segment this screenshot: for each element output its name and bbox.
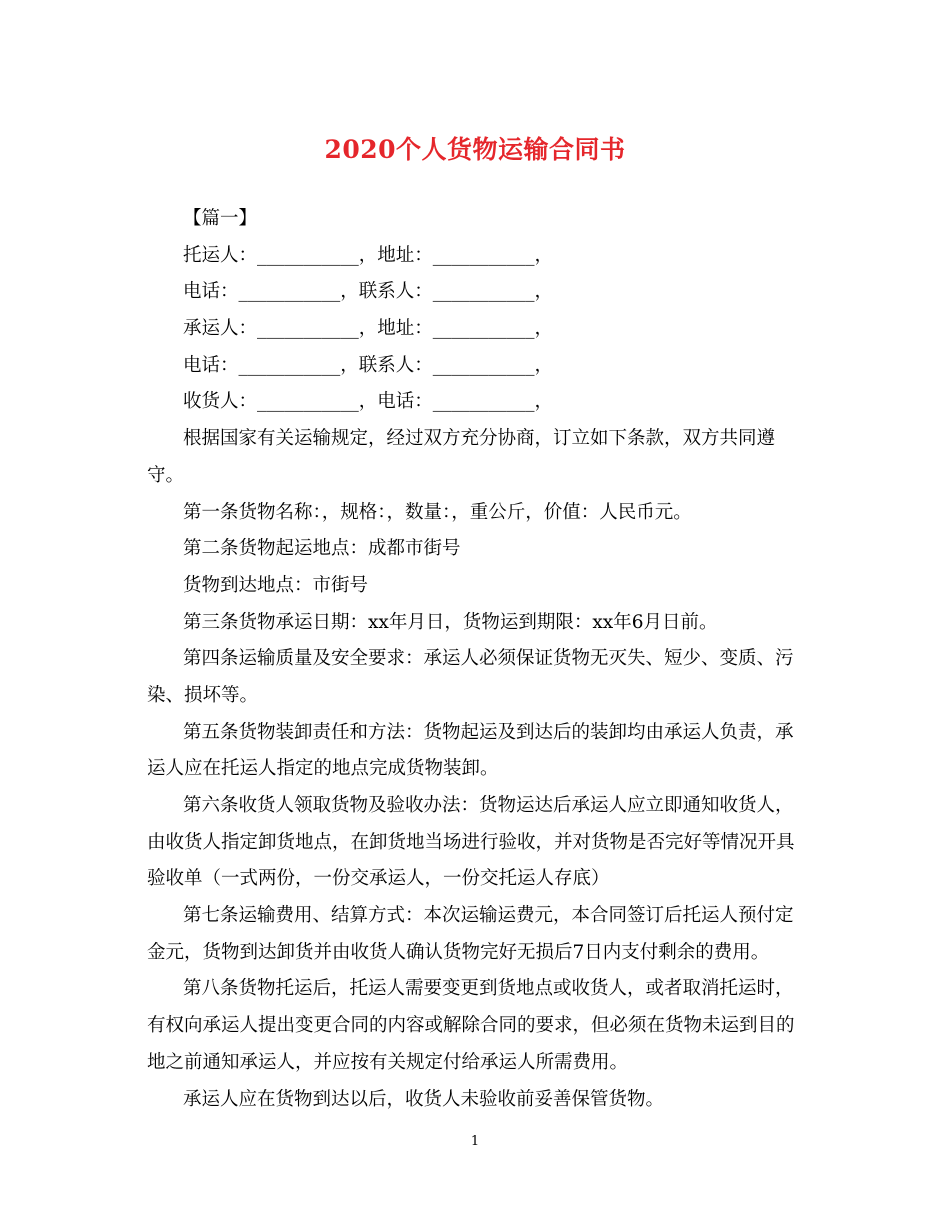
text-line: 第三条货物承运日期：xx年月日，货物运到期限：xx年6月日前。	[183, 611, 718, 633]
text-line: 第五条货物装卸责任和方法：货物起运及到达后的装卸均由承运人负责，承	[183, 721, 794, 743]
text-line: 第八条货物托运后，托运人需要变更到货地点或收货人，或者取消托运时，	[183, 978, 794, 1000]
page-number: 1	[470, 1134, 480, 1149]
text-line: 由收货人指定卸货地点，在卸货地当场进行验收，并对货物是否完好等情况开具	[147, 831, 795, 853]
text-line: 【篇一】	[183, 208, 258, 229]
page-title: 2020个人货物运输合同书	[324, 135, 626, 164]
text-line: 电话：___________，联系人：___________，	[183, 281, 554, 303]
text-line: 运人应在托运人指定的地点完成货物装卸。	[147, 758, 499, 780]
text-line: 守。	[147, 464, 185, 486]
text-line: 第七条运输费用、结算方式：本次运输运费元，本合同签订后托运人预付定	[183, 905, 794, 927]
text-line: 第四条运输质量及安全要求：承运人必须保证货物无灭失、短少、变质、污	[183, 648, 794, 670]
text-line: 货物到达地点：市街号	[183, 574, 369, 596]
document-body	[147, 201, 807, 1118]
text-line: 承运人：___________，地址：___________，	[183, 318, 554, 340]
text-line: 金元，货物到达卸货并由收货人确认货物完好无损后7日内支付剩余的费用。	[147, 941, 770, 963]
text-line: 验收单（一式两份，一份交承运人，一份交托运人存底）	[147, 868, 610, 890]
text-line: 第六条收货人领取货物及验收办法：货物运达后承运人应立即通知收货人，	[183, 795, 794, 816]
text-line: 收货人：___________，电话：___________，	[183, 391, 554, 413]
text-line: 根据国家有关运输规定，经过双方充分协商，订立如下条款，双方共同遵	[183, 428, 776, 450]
text-line: 托运人：___________，地址：___________，	[183, 244, 554, 266]
text-line: 电话：___________，联系人：___________，	[183, 354, 554, 376]
text-line: 承运人应在货物到达以后，收货人未验收前妥善保管货物。	[183, 1088, 665, 1110]
text-line: 染、损坏等。	[147, 684, 259, 706]
text-line: 第二条货物起运地点：成都市街号	[183, 538, 461, 560]
text-line: 地之前通知承运人，并应按有关规定付给承运人所需费用。	[147, 1051, 629, 1073]
text-line: 第一条货物名称：，规格：，数量：，重公斤，价值：人民币元。	[183, 501, 692, 523]
text-line: 有权向承运人提出变更合同的内容或解除合同的要求，但必须在货物未运到目的	[147, 1015, 795, 1037]
